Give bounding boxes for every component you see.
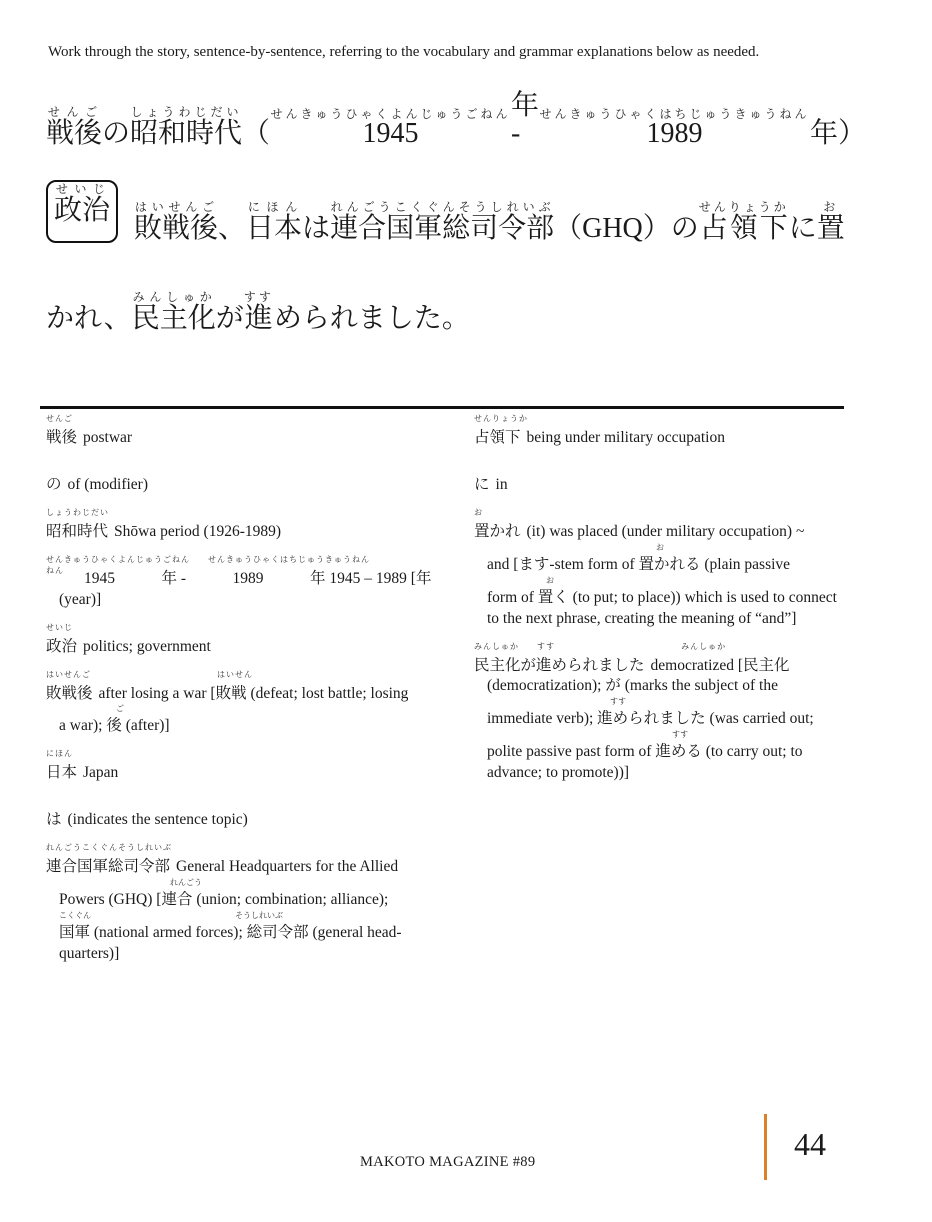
particle: は bbox=[302, 213, 331, 244]
topic-box: 政治せいじ bbox=[46, 180, 118, 243]
vocab-entry bbox=[474, 508, 846, 630]
vocab-entry bbox=[46, 623, 446, 658]
reading bbox=[46, 461, 446, 475]
reading: にほん bbox=[46, 749, 73, 759]
word: 連合国軍総司令部れんごうこくぐんそうしれいぶ bbox=[330, 200, 555, 244]
sentence-line-3 bbox=[46, 243, 866, 333]
definition: (indicates the sentence topic) bbox=[67, 811, 248, 829]
definition-cont: form of 置く (to put; to place)) which is used to connect to the next phrase, creating the meaning of “and”] bbox=[487, 588, 837, 627]
paren: （ bbox=[242, 118, 271, 149]
definition-cont: (year)] bbox=[59, 590, 102, 608]
definition-cont: (democratization); が (marks the subject of the bbox=[487, 677, 778, 695]
ghq: （GHQ）の bbox=[554, 213, 699, 244]
reading: せんりょうか bbox=[474, 414, 528, 423]
term: の bbox=[46, 475, 62, 493]
year-end: 1989せんきゅうひゃくはちじゅうきゅうねん bbox=[539, 107, 810, 149]
word: 置お bbox=[816, 200, 845, 244]
reading: お bbox=[546, 575, 554, 585]
definition: 1945 年 - 1989 年 1945 – 1989 [年 bbox=[84, 569, 432, 587]
definition: politics; government bbox=[83, 637, 211, 655]
page-number: 44 bbox=[794, 1126, 826, 1162]
definition: of (modifier) bbox=[67, 475, 148, 493]
reading: お bbox=[474, 507, 483, 517]
vocab-entry bbox=[46, 554, 469, 611]
term: 昭和時代 bbox=[46, 522, 109, 540]
reading bbox=[46, 796, 446, 810]
definition: (it) was placed (under military occupation) ~ bbox=[526, 522, 805, 540]
year-close: 年） bbox=[809, 118, 866, 149]
page-number-bar bbox=[764, 1114, 767, 1180]
word: 敗戦後はいせんご bbox=[134, 200, 219, 244]
vocab-right-column bbox=[474, 414, 846, 796]
term: 戦後 bbox=[46, 429, 78, 446]
reading: れんごうこくぐんそうしれいぶ bbox=[46, 843, 172, 853]
reading: すす bbox=[672, 730, 689, 740]
vocab-left-column bbox=[46, 414, 469, 977]
definition-cont: a war); 後 (after)] bbox=[59, 717, 170, 735]
vocab-entry bbox=[46, 796, 446, 831]
reading: こくぐん そうしれいぶ bbox=[59, 911, 283, 921]
term: に bbox=[474, 475, 490, 493]
vocab-entry bbox=[474, 414, 846, 449]
reading: せんきゅうひゃくよんじゅうごねん せんきゅうひゃくはちじゅうきゅうねん ねん bbox=[46, 554, 469, 575]
reading: お bbox=[656, 542, 664, 552]
reading: しょうわじだい bbox=[46, 507, 109, 517]
word: 戦後せんご bbox=[46, 105, 103, 149]
reading: はいせんご はいせん bbox=[46, 669, 253, 679]
reading: ご bbox=[116, 704, 124, 714]
term: 占領下 bbox=[474, 429, 521, 446]
definition: General Headquarters for the Allied bbox=[176, 858, 399, 876]
reading: みんしゅか すす みんしゅか bbox=[474, 641, 727, 651]
term: 政治 bbox=[46, 637, 78, 655]
year-start: 1945せんきゅうひゃくよんじゅうごねん bbox=[270, 107, 511, 149]
okurigana: かれ、 bbox=[46, 303, 132, 334]
term: 連合国軍総司令部 bbox=[46, 858, 171, 876]
definition-cont: immediate verb); 進められました (was carried out; bbox=[487, 710, 814, 728]
sentence-line-1 bbox=[46, 88, 866, 148]
vocab-entry bbox=[46, 414, 446, 449]
divider bbox=[40, 406, 844, 409]
particle: の bbox=[102, 118, 131, 149]
instructions: Work through the story, sentence-by-sentence, referring to the vocabulary and grammar explanations below as needed. bbox=[48, 44, 760, 60]
vocab-entry bbox=[46, 749, 446, 784]
reading bbox=[474, 461, 846, 475]
reading: すす bbox=[610, 697, 627, 707]
definition-cont: polite passive past form of 進める (to carry out; to advance; to promote))] bbox=[487, 743, 803, 782]
definition: democratized [民主化 bbox=[650, 656, 790, 674]
comma: 、 bbox=[218, 213, 247, 244]
word: 昭和時代しょうわじだい bbox=[130, 105, 243, 149]
term: は bbox=[46, 811, 62, 829]
definition: being under military occupation bbox=[526, 429, 725, 446]
term: 日本 bbox=[46, 764, 78, 782]
term: 民主化が進められました bbox=[474, 656, 645, 674]
definition: postwar bbox=[83, 429, 133, 446]
sentence-line-2 bbox=[46, 148, 866, 243]
definition: in bbox=[495, 475, 508, 493]
vocab-entry bbox=[46, 508, 446, 543]
footer-magazine-title: MAKOTO MAGAZINE #89 bbox=[360, 1154, 536, 1170]
vocab-entry bbox=[474, 461, 846, 496]
verb-ending: められました。 bbox=[273, 303, 470, 334]
reading: せいじ bbox=[46, 622, 73, 632]
particle: に bbox=[788, 213, 817, 244]
reading: せんご bbox=[46, 414, 73, 423]
term: 置かれ bbox=[474, 522, 521, 540]
word: 占領下せんりょうか bbox=[698, 200, 789, 244]
reading: れんごう bbox=[170, 878, 202, 888]
definition: Shōwa period (1926-1989) bbox=[114, 522, 282, 540]
term: 敗戦後 bbox=[46, 684, 93, 702]
definition-cont: Powers (GHQ) [連合 (union; combination; alliance); bbox=[59, 891, 389, 909]
definition-cont: and [ます-stem form of 置かれる (plain passive bbox=[487, 555, 791, 573]
year-dash: 年 - bbox=[510, 90, 539, 149]
particle: が bbox=[215, 303, 244, 334]
definition: Japan bbox=[83, 764, 119, 782]
vocab-entry bbox=[46, 843, 446, 965]
word: 民主化みんしゅか bbox=[131, 290, 216, 334]
main-sentence bbox=[46, 88, 866, 333]
word: 日本にほん bbox=[246, 200, 303, 244]
definition: after losing a war [敗戦 (defeat; lost battle; losing bbox=[98, 684, 409, 702]
vocab-entry bbox=[46, 670, 446, 738]
vocab-entry bbox=[474, 642, 846, 785]
word: 進すす bbox=[243, 290, 274, 334]
vocab-entry bbox=[46, 461, 446, 496]
definition-cont: 国軍 (national armed forces); 総司令部 (general head-quarters)] bbox=[59, 924, 402, 962]
